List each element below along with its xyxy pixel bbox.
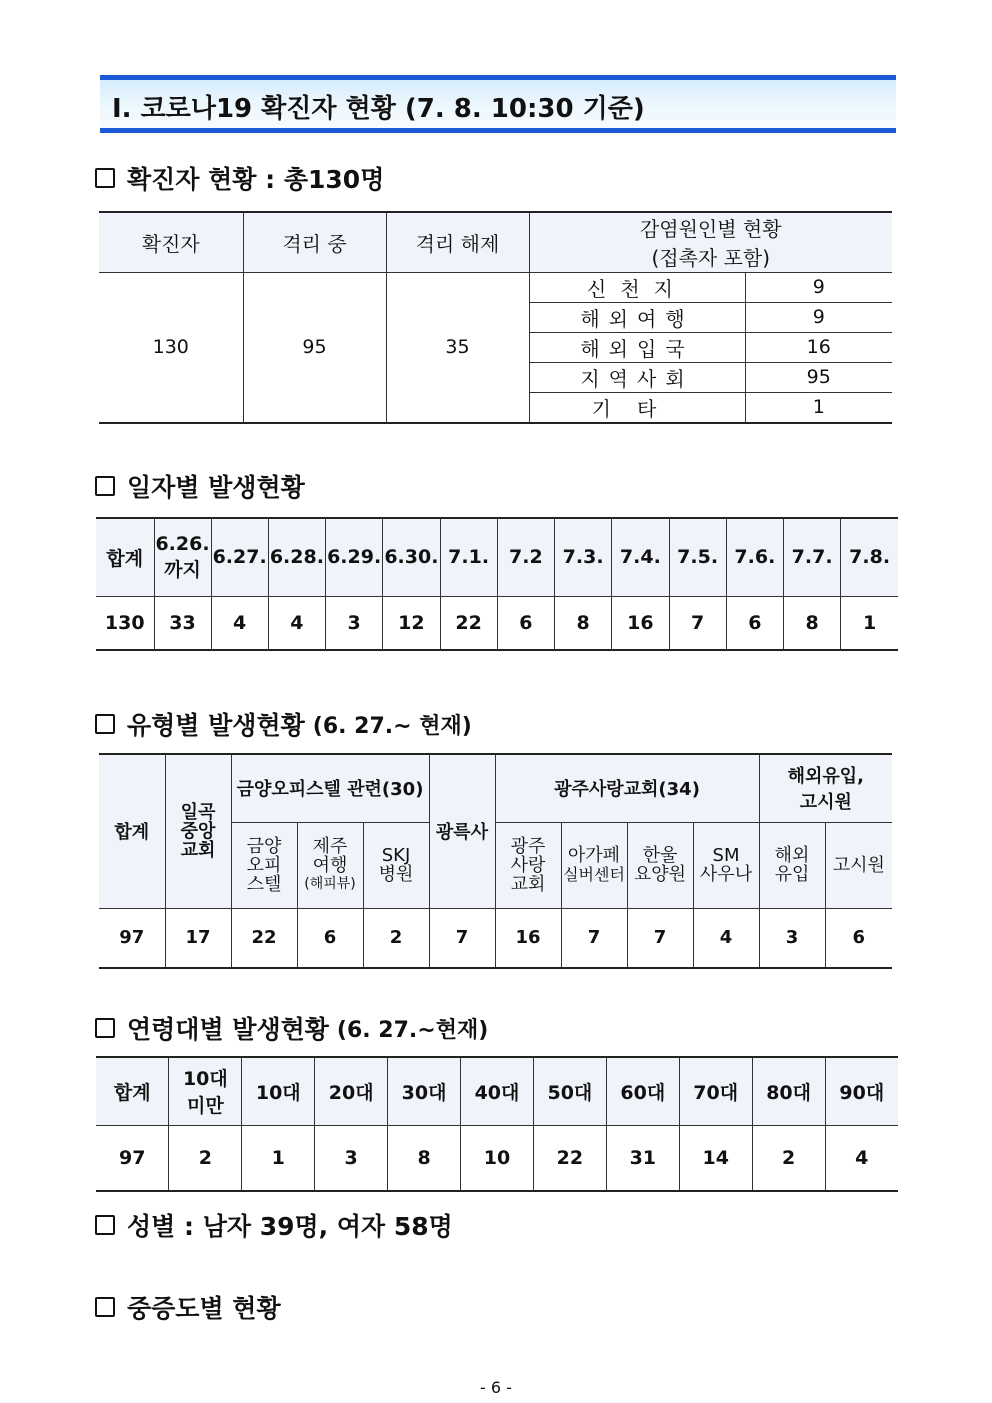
header-date: 7.7. (784, 518, 841, 596)
value-age: 8 (388, 1125, 461, 1191)
value-date: 6 (726, 596, 783, 650)
header-geumyang: 금양 오피 스텔 (231, 822, 297, 908)
value-type: 16 (495, 908, 561, 968)
value-date: 4 (211, 596, 268, 650)
checkbox-square-icon (95, 168, 115, 188)
header-until: 6.26. 까지 (154, 518, 211, 596)
header-agape: 아가페 실버센터 (561, 822, 627, 908)
header-date: 7.4. (612, 518, 669, 596)
value-type: 4 (693, 908, 759, 968)
confirmed-status-table (99, 211, 892, 424)
header-age: 10대 (242, 1057, 315, 1125)
section-heading-confirmed: 확진자 현황 : 총130명 (95, 160, 384, 196)
header-date: 6.27. (211, 518, 268, 596)
title-banner (100, 75, 896, 133)
value-type: 7 (429, 908, 495, 968)
value-date: 8 (555, 596, 612, 650)
header-skj: SKJ 병원 (363, 822, 429, 908)
header-age: 50대 (533, 1057, 606, 1125)
header-age: 80대 (752, 1057, 825, 1125)
header-date: 7.2 (497, 518, 554, 596)
header-age: 20대 (315, 1057, 388, 1125)
header-date: 7.8. (841, 518, 898, 596)
value-age: 4 (825, 1125, 898, 1191)
value-type: 7 (561, 908, 627, 968)
value-type: 22 (231, 908, 297, 968)
header-date: 7.6. (726, 518, 783, 596)
header-sm-sauna: SM 사우나 (693, 822, 759, 908)
source-label: 지역사회 (529, 362, 745, 392)
value-type: 6 (825, 908, 892, 968)
value-age: 97 (96, 1125, 169, 1191)
header-date: 6.30. (383, 518, 440, 596)
source-value: 9 (745, 302, 892, 332)
value-released: 35 (386, 272, 529, 423)
checkbox-square-icon (95, 1018, 115, 1038)
header-total: 합계 (96, 1057, 169, 1125)
header-under10: 10대 미만 (169, 1057, 242, 1125)
type-table (99, 753, 892, 969)
source-value: 1 (745, 392, 892, 423)
header-gosiwon: 고시원 (825, 822, 892, 908)
header-age: 30대 (388, 1057, 461, 1125)
value-date: 1 (841, 596, 898, 650)
header-ilgok-church: 일곡 중앙 교회 (165, 754, 231, 908)
source-label: 신천지 (529, 272, 745, 302)
page-title: Ⅰ. 코로나19 확진자 현황 (7. 8. 10:30 기준) (112, 94, 645, 124)
section-heading-daily: 일자별 발생현황 (95, 468, 305, 504)
page-number: - 6 - (480, 1378, 512, 1397)
header-gwangreuksa: 광륵사 (429, 754, 495, 908)
value-date: 22 (440, 596, 497, 650)
header-date: 7.3. (555, 518, 612, 596)
value-confirmed: 130 (99, 272, 243, 423)
value-age: 10 (461, 1125, 534, 1191)
checkbox-square-icon (95, 1297, 115, 1317)
value-until: 33 (154, 596, 211, 650)
header-age: 90대 (825, 1057, 898, 1125)
section-heading-severity: 중증도별 현황 (95, 1289, 281, 1325)
value-age: 2 (752, 1125, 825, 1191)
value-age: 22 (533, 1125, 606, 1191)
header-church-group: 광주사랑교회(34) (495, 754, 759, 822)
header-overseas-group: 해외유입, 고시원 (759, 754, 892, 822)
header-hanul: 한울 요양원 (627, 822, 693, 908)
value-age: 31 (606, 1125, 679, 1191)
header-overseas: 해외 유입 (759, 822, 825, 908)
value-isolated: 95 (243, 272, 386, 423)
value-type: 3 (759, 908, 825, 968)
header-age: 40대 (461, 1057, 534, 1125)
header-date: 7.1. (440, 518, 497, 596)
value-age: 2 (169, 1125, 242, 1191)
value-date: 12 (383, 596, 440, 650)
value-age: 14 (679, 1125, 752, 1191)
value-date: 6 (497, 596, 554, 650)
header-date: 7.5. (669, 518, 726, 596)
header-total: 합계 (99, 754, 165, 908)
value-type: 6 (297, 908, 363, 968)
source-value: 9 (745, 272, 892, 302)
source-label: 기타 (529, 392, 745, 423)
header-total: 합계 (96, 518, 154, 596)
source-label: 해외입국 (529, 332, 745, 362)
value-type: 97 (99, 908, 165, 968)
value-date: 3 (326, 596, 383, 650)
header-isolated: 격리 중 (243, 212, 386, 272)
source-value: 16 (745, 332, 892, 362)
header-jeju: 제주 여행 (해피뷰) (297, 822, 363, 908)
value-type: 7 (627, 908, 693, 968)
value-age: 3 (315, 1125, 388, 1191)
source-label: 해외여행 (529, 302, 745, 332)
section-heading-type: 유형별 발생현황 (6. 27.~ 현재) (95, 706, 472, 742)
value-date: 7 (669, 596, 726, 650)
header-source: 감염원인별 현황 (접촉자 포함) (529, 212, 892, 272)
value-date: 8 (784, 596, 841, 650)
header-date: 6.28. (268, 518, 325, 596)
value-type: 2 (363, 908, 429, 968)
header-geumyang-group: 금양오피스텔 관련(30) (231, 754, 429, 822)
value-date: 16 (612, 596, 669, 650)
checkbox-square-icon (95, 714, 115, 734)
value-total: 130 (96, 596, 154, 650)
header-confirmed: 확진자 (99, 212, 243, 272)
header-date: 6.29. (326, 518, 383, 596)
checkbox-square-icon (95, 1215, 115, 1235)
value-age: 1 (242, 1125, 315, 1191)
value-date: 4 (268, 596, 325, 650)
source-value: 95 (745, 362, 892, 392)
daily-table (96, 517, 898, 651)
section-heading-gender: 성별 : 남자 39명, 여자 58명 (95, 1207, 453, 1243)
age-table (96, 1056, 898, 1192)
checkbox-square-icon (95, 476, 115, 496)
section-heading-age: 연령대별 발생현황 (6. 27.~현재) (95, 1010, 488, 1046)
value-type: 17 (165, 908, 231, 968)
header-age: 60대 (606, 1057, 679, 1125)
header-released: 격리 해제 (386, 212, 529, 272)
header-gwangju-church: 광주 사랑 교회 (495, 822, 561, 908)
header-age: 70대 (679, 1057, 752, 1125)
